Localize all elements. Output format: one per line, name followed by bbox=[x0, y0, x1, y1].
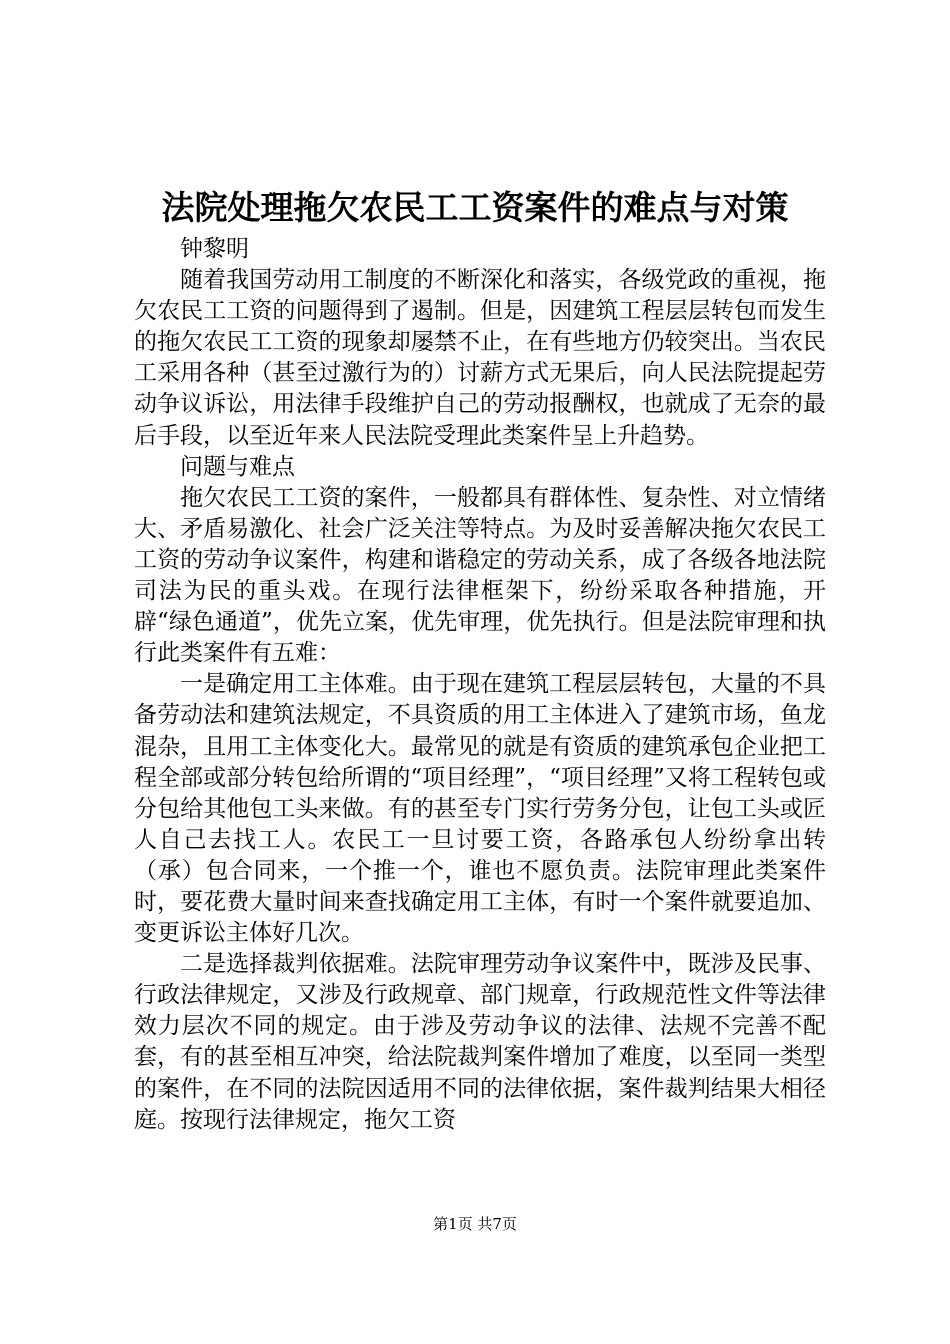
paragraph-difficulty-one: 一是确定用工主体难。由于现在建筑工程层层转包，大量的不具备劳动法和建筑法规定，不具资质的用工主体进入了建筑市场，鱼龙混杂，且用工主体变化大。最常见的就是有资质的建筑承包企业把工程全部或部分转包给所谓的“项目经理”，“项目经理”又将工程转包或分包给其他包工头来做。有的甚至专门实行劳务分包，让包工头或匠人自己去找工人。农民工一旦讨要工资，各路承包人纷纷拿出转（承）包合同来，一个推一个，谁也不愿负责。法院审理此类案件时，要花费大量时间来查找确定用工主体，有时一个案件就要追加、变更诉讼主体好几次。 bbox=[134, 671, 826, 947]
document-title: 法院处理拖欠农民工工资案件的难点与对策 bbox=[161, 188, 789, 227]
paragraph-intro: 随着我国劳动用工制度的不断深化和落实，各级党政的重视，拖欠农民工工资的问题得到了遏制。但是，因建筑工程层层转包而发生的拖欠农民工工资的现象却屡禁不止，在有些地方仍较突出。当农民工采用各种（甚至过激行为的）讨薪方式无果后，向人民法院提起劳动争议诉讼，用法律手段维护自己的劳动报酬权，也就成了无奈的最后手段，以至近年来人民法院受理此类案件呈上升趋势。 bbox=[134, 267, 826, 449]
section-heading-problems: 问题与难点 bbox=[180, 453, 295, 480]
page-footer: 第1页 共7页 bbox=[433, 1215, 517, 1233]
paragraph-problems: 拖欠农民工工资的案件，一般都具有群体性、复杂性、对立情绪大、矛盾易激化、社会广泛关注等特点。为及时妥善解决拖欠农民工工资的劳动争议案件，构建和谐稳定的劳动关系，成了各级各地法院司法为民的重头戏。在现行法律框架下，纷纷采取各种措施，开辟“绿色通道”，优先立案，优先审理，优先执行。但是法院审理和执行此类案件有五难： bbox=[134, 484, 826, 667]
document-body bbox=[134, 234, 826, 1136]
paragraph-difficulty-two: 二是选择裁判依据难。法院审理劳动争议案件中，既涉及民事、行政法律规定，又涉及行政规章、部门规章，行政规范性文件等法律效力层次不同的规定。由于涉及劳动争议的法律、法规不完善不配套，有的甚至相互冲突，给法院裁判案件增加了难度，以至同一类型的案件，在不同的法院因适用不同的法律依据，案件裁判结果大相径庭。按现行法律规定，拖欠工资 bbox=[134, 951, 826, 1133]
author-line: 钟黎明 bbox=[180, 236, 249, 262]
